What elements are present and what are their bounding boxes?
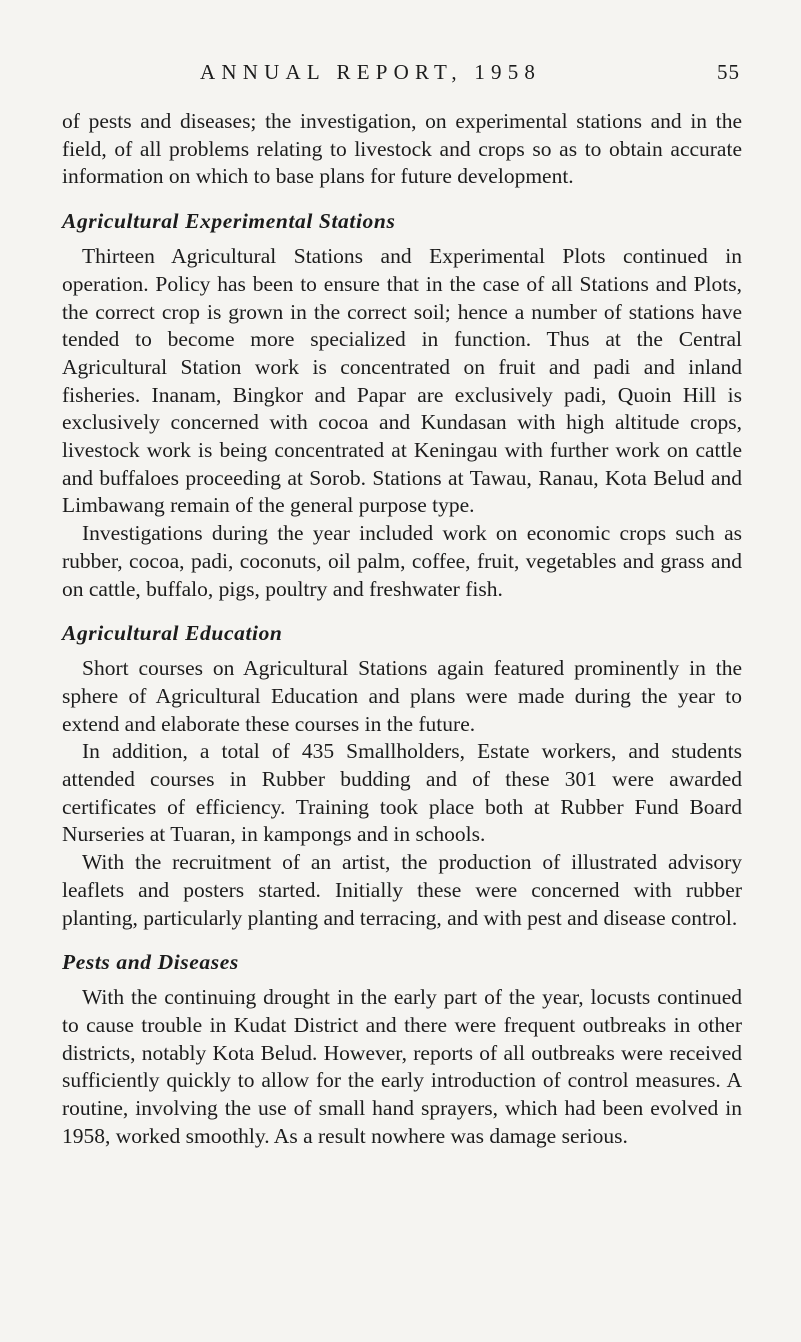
paragraph: With the continuing drought in the early part of the year, locusts continued to cause trouble in Kudat District and there were frequent outbreaks in other districts, notably Kota Belud. However, reports of all outbreaks were received sufficiently quickly to allow for the early introduction of control measures. A routine, involving the use of small hand sprayers, which had been evolved in 1958, worked smoothly. As a result nowhere was damage serious. [62, 985, 742, 1148]
body-text [62, 108, 742, 1151]
running-title: ANNUAL REPORT, 1958 [200, 60, 542, 84]
paragraph: Thirteen Agricultural Stations and Experimental Plots continued in operation. Policy has been to ensure that in the case of all Stations and Plots, the correct crop is grown in the correct soil; hence a number of stations have tended to become more specialized in function. Thus at the Central Agricultural Station work is concentrated on fruit and padi and inland fisheries. Inanam, Bingkor and Papar are exclusively padi, Quoin Hill is exclusively concerned with cocoa and Kundasan with high altitude crops, livestock work is being concentrated at Keningau with further work on cattle and buffaloes proceeding at Sorob. Stations at Tawau, Ranau, Kota Belud and Limbawang remain of the general purpose type. [62, 244, 742, 518]
paragraph: Investigations during the year included work on economic crops such as rubber, cocoa, padi, coconuts, oil palm, coffee, fruit, vegetables and grass and on cattle, buffalo, pigs, poultry and freshwater fish. [62, 521, 742, 601]
section-agricultural-education [62, 620, 742, 932]
section-experimental-stations [62, 208, 742, 603]
intro-paragraph: of pests and diseases; the investigation, on experimental stations and in the field, of all problems relating to livestock and crops so as to obtain accurate information on which to base plans for future development. [62, 109, 742, 189]
paragraph: In addition, a total of 435 Smallholders, Estate workers, and students attended courses in Rubber budding and of these 301 were awarded certificates of efficiency. Training took place both at Rubber Fund Board Nurseries at Tuaran, in kampongs and in schools. [62, 739, 742, 847]
page-number: 55 [717, 60, 740, 84]
paragraph: With the recruitment of an artist, the production of illustrated advisory leaflets and posters started. Initially these were concerned with rubber planting, particularly planting and terracing, and with pest and disease control. [62, 850, 742, 930]
section-heading: Agricultural Experimental Stations [62, 209, 396, 234]
running-header [62, 60, 742, 90]
section-heading: Agricultural Education [62, 621, 283, 646]
section-heading: Pests and Diseases [62, 950, 239, 975]
report-page [62, 0, 742, 1342]
paragraph: Short courses on Agricultural Stations again featured prominently in the sphere of Agricultural Education and plans were made during the year to extend and elaborate these courses in the future. [62, 656, 742, 736]
section-pests-and-diseases [62, 949, 742, 1150]
